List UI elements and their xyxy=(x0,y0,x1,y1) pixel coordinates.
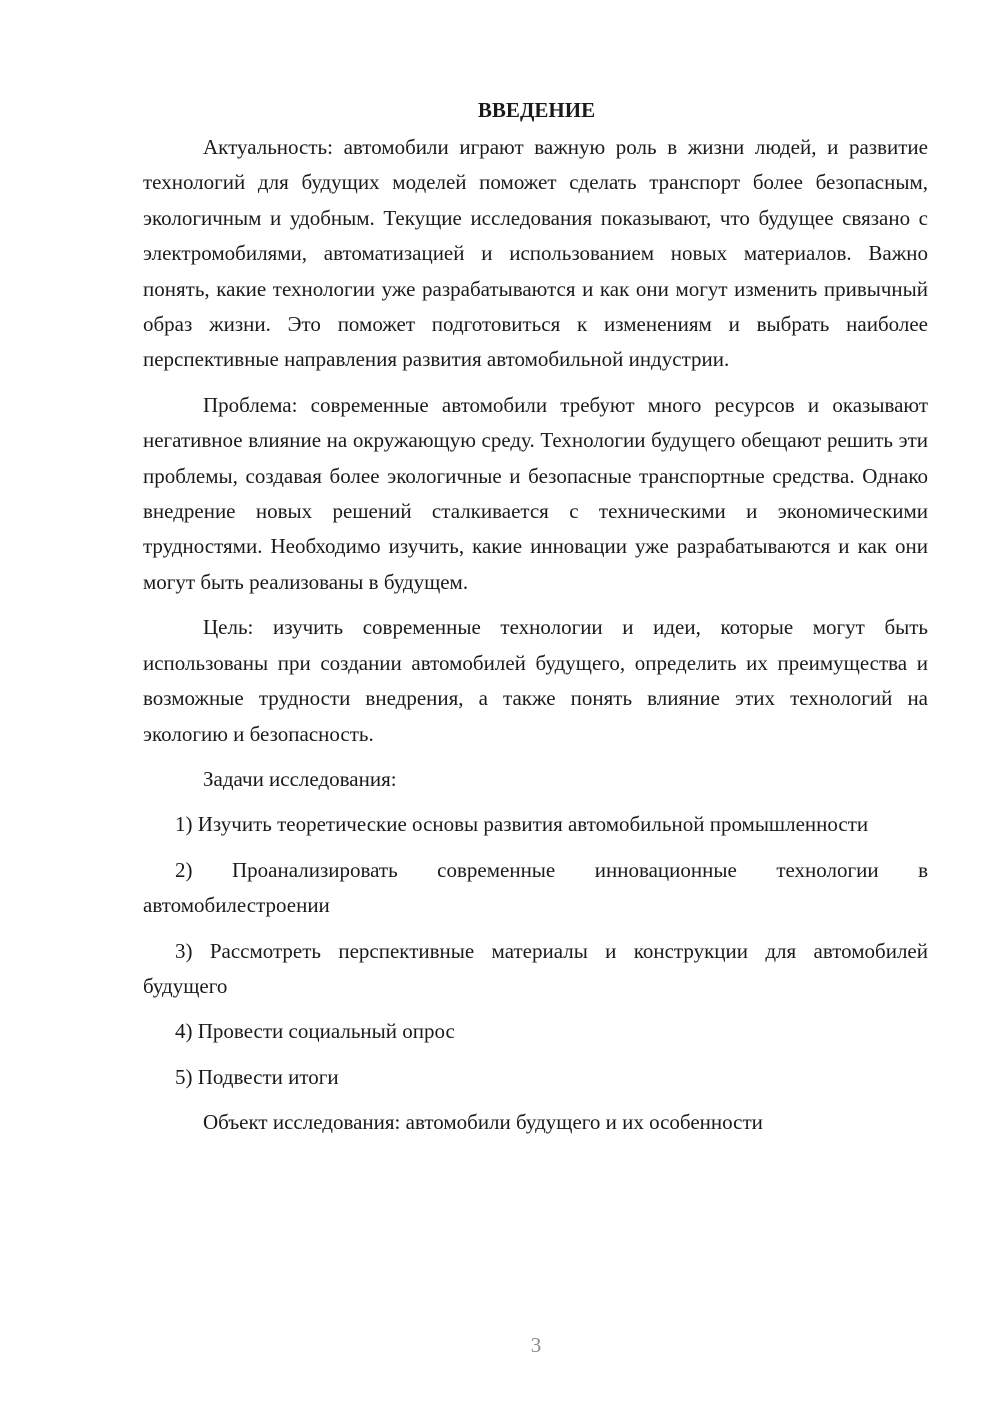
relevance-paragraph: Актуальность: автомобили играют важную роль в жизни людей, и развитие технологий для будущих моделей поможет сделать транспорт более безопасным, экологичным и удобным. Текущие исследования показывают, что будущее связано с электромобилями, автоматизацией и использованием новых материалов. Важно понять, какие технологии уже разрабатываются и как они могут изменить привычный образ жизни. Это поможет подготовиться к изменениям и выбрать наиболее перспективные направления развития автомобильной индустрии. xyxy=(143,135,928,372)
problem-paragraph: Проблема: современные автомобили требуют много ресурсов и оказывают негативное влияние на окружающую среду. Технологии будущего обещают решить эти проблемы, создавая более экологичные и безопасные транспортные средства. Однако внедрение новых решений сталкивается с техническими и экономическими трудностями. Необходимо изучить, какие инновации уже разрабатываются и как они могут быть реализованы в будущем. xyxy=(143,392,928,594)
task-item-4: 4) Провести социальный опрос xyxy=(175,1019,455,1044)
document-page xyxy=(143,92,928,1151)
tasks-heading: Задачи исследования: xyxy=(203,766,397,791)
task-item-2: 2) Проанализировать современные инновационные технологии в автомобилестроении xyxy=(143,857,928,918)
section-heading: ВВЕДЕНИЕ xyxy=(477,98,596,122)
task-item-5: 5) Подвести итоги xyxy=(175,1064,339,1089)
goal-paragraph: Цель: изучить современные технологии и идеи, которые могут быть использованы при создании автомобилей будущего, определить их преимущества и возможные трудности внедрения, а также понять влияние этих технологий на экологию и безопасность. xyxy=(143,615,928,746)
page-number: 3 xyxy=(530,1333,542,1357)
object-paragraph: Объект исследования: автомобили будущего и их особенности xyxy=(203,1110,763,1135)
task-item-1: 1) Изучить теоретические основы развития автомобильной промышленности xyxy=(175,812,869,837)
task-item-3: 3) Рассмотреть перспективные материалы и конструкции для автомобилей будущего xyxy=(143,938,928,998)
